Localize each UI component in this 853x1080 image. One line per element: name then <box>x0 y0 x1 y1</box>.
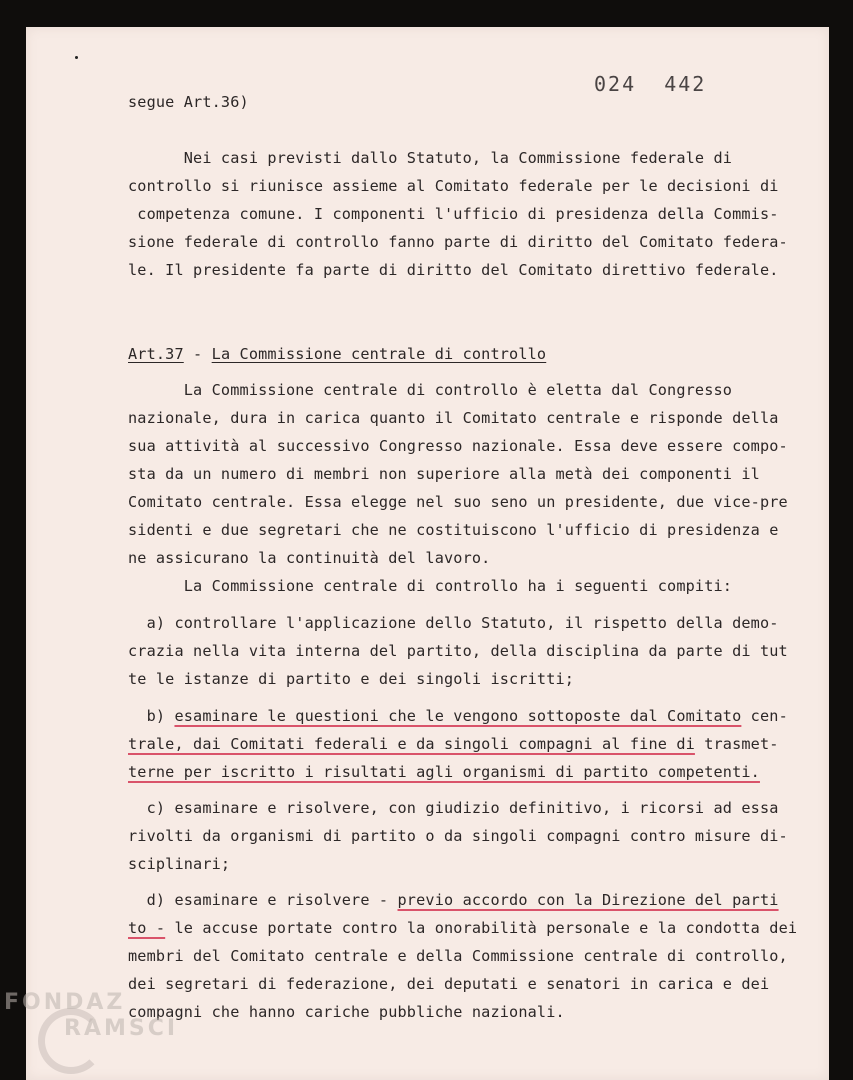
item-d-line-2 <box>128 919 797 937</box>
intro-line-1: Nei casi previsti dallo Statuto, la Commissione federale di <box>128 149 733 167</box>
item-b-line-3 <box>128 763 760 781</box>
para1-line-2: nazionale, dura in carica quanto il Comitato centrale e risponde della <box>128 409 779 427</box>
item-b-prefix: b) <box>128 707 175 725</box>
para1-line-3: sua attività al successivo Congresso nazionale. Essa deve essere compo- <box>128 437 788 455</box>
para1-line-5: Comitato centrale. Essa elegge nel suo seno un presidente, due vice-pre <box>128 493 788 511</box>
item-b-underlined-2: trale, dai Comitati federali e da singoli compagni al fine di <box>128 735 695 753</box>
para1-line-1: La Commissione centrale di controllo è eletta dal Congresso <box>128 381 733 399</box>
item-d-line-5: compagni che hanno cariche pubbliche nazionali. <box>128 1003 565 1021</box>
intro-line-2: controllo si riunisce assieme al Comitato federale per le decisioni di <box>128 177 779 195</box>
intro-line-4: sione federale di controllo fanno parte di diritto del Comitato federa- <box>128 233 788 251</box>
para1-line-8: La Commissione centrale di controllo ha i seguenti compiti: <box>128 577 733 595</box>
item-b-underlined-3: terne per iscritto i risultati agli organismi di partito competenti. <box>128 763 760 781</box>
para1-line-7: ne assicurano la continuità del lavoro. <box>128 549 491 567</box>
item-d-underlined-2: to - <box>128 919 166 937</box>
item-d-underlined-1: previo accordo con la Direzione del parti <box>397 891 779 909</box>
intro-line-5: le. Il presidente fa parte di diritto del Comitato direttivo federale. <box>128 261 779 279</box>
article-title: La Commissione centrale di controllo <box>211 345 547 363</box>
item-d-line-4: dei segretari di federazione, dei deputati e senatori in carica e dei <box>128 975 770 993</box>
item-d-line-3: membri del Comitato centrale e della Commissione centrale di controllo, <box>128 947 788 965</box>
watermark-line-1: FONDAZ <box>4 990 126 1015</box>
item-a-line-3: te le istanze di partito e dei singoli iscritti; <box>128 670 575 688</box>
para1-line-6: sidenti e due segretari che ne costituiscono l'ufficio di presidenza e <box>128 521 779 539</box>
item-a-line-1: a) controllare l'applicazione dello Statuto, il rispetto della demo- <box>128 614 779 632</box>
item-b-line-1 <box>128 707 788 725</box>
item-b-line-2 <box>128 735 779 753</box>
item-d-line-1 <box>128 891 779 909</box>
ink-speck <box>75 56 78 59</box>
item-b-underlined-1: esaminare le questioni che le vengono sottoposte dal Comitato <box>174 707 742 725</box>
article-number: Art.37 <box>128 345 184 363</box>
item-b-rest-1: cen- <box>741 707 788 725</box>
item-c-line-1: c) esaminare e risolvere, con giudizio definitivo, i ricorsi ad essa <box>128 799 779 817</box>
intro-line-3: competenza comune. I componenti l'ufficio di presidenza della Commis- <box>128 205 779 223</box>
archive-code: 024 442 <box>594 72 707 96</box>
continuation-header: segue Art.36) <box>128 93 249 111</box>
item-c-line-3: sciplinari; <box>128 855 231 873</box>
article-separator: - <box>183 345 212 363</box>
article-heading <box>128 345 546 363</box>
watermark-line-2: RAMSCI <box>64 1016 179 1041</box>
item-d-prefix: d) esaminare e risolvere - <box>128 891 398 909</box>
para1-line-4: sta da un numero di membri non superiore alla metà dei componenti il <box>128 465 760 483</box>
item-c-line-2: rivolti da organismi di partito o da singoli compagni contro misure di- <box>128 827 788 845</box>
item-d-rest-2: le accuse portate contro la onorabilità personale e la condotta dei <box>165 919 798 937</box>
item-b-rest-2: trasmet- <box>694 735 779 753</box>
item-a-line-2: crazia nella vita interna del partito, della disciplina da parte di tut <box>128 642 788 660</box>
